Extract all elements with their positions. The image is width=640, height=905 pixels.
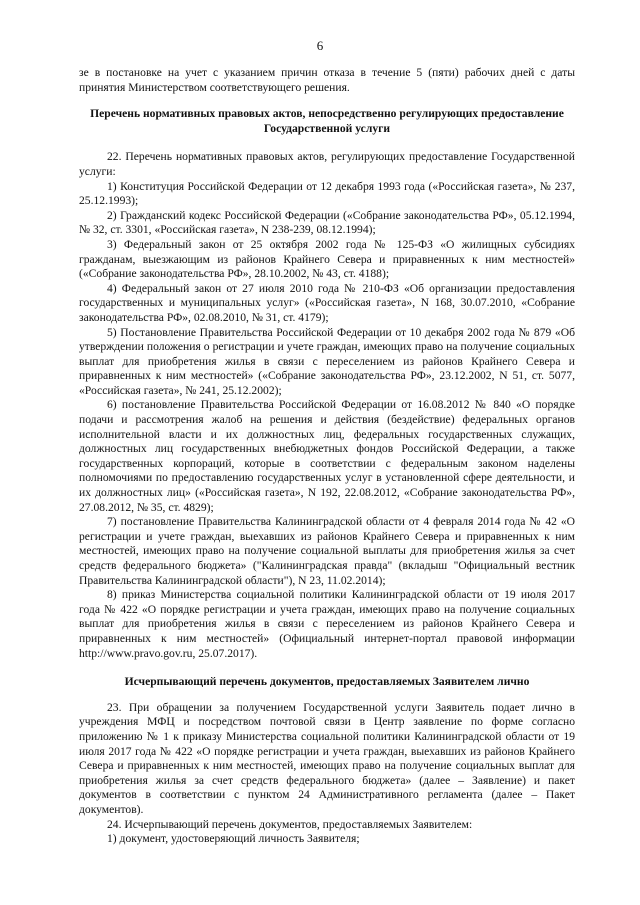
intro-paragraph: зе в постановке на учет с указанием причин отказа в течение 5 (пяти) рабочих дней с даты принятия Министерством соответствующего решения. (79, 66, 575, 94)
act-item-5: 5) Постановление Правительства Российской Федерации от 10 декабря 2002 года № 879 «Об утверждении положения о регистрации и учете граждан, имеющих право на получение социальных выплат для приобретения жилья в связи с переселением из районов Крайнего Севера и приравненных к ним местностей» («Собрание законодательства РФ», 23.12.2002, N 51, ст. 5077, «Российская газета», № 241, 25.12.2002); (79, 325, 575, 397)
paragraph-24-item-1: 1) документ, удостоверяющий личность Заявителя; (107, 832, 360, 846)
act-item-4: 4) Федеральный закон от 27 июля 2010 года № 210-ФЗ «Об организации предоставления государственных и муниципальных услуг» («Российская газета», N 168, 30.07.2010, «Собрание законодательства РФ», 02.08.2010, № 31, ст. 4179); (79, 281, 575, 324)
act-item-6: 6) постановление Правительства Российской Федерации от 16.08.2012 № 840 «О порядке подачи и рассмотрения жалоб на решения и действия (бездействие) федеральных органов исполнительной власти и их должностных лиц, федеральных государственных служащих, должностных лиц государственных внебюджетных фондов Российской Федерации, а также государственных корпораций, которые в соответствии с федеральным законом наделены полномочиями по предоставлению государственных услуг в установленной сфере деятельности, и их должностных лиц» («Российская газета», N 192, 22.08.2012, «Собрание законодательства РФ», 27.08.2012, № 35, ст. 4829); (79, 398, 575, 514)
section-heading-documents: Исчерпывающий перечень документов, предоставляемых Заявителем лично (124, 675, 530, 689)
page-number: 6 (316, 38, 324, 53)
act-item-3: 3) Федеральный закон от 25 октября 2002 года № 125-ФЗ «О жилищных субсидиях гражданам, выезжающим из районов Крайнего Севера и приравненных к ним местностей» («Собрание законодательства РФ», 28.10.2002, № 43, ст. 4188); (79, 237, 575, 281)
act-item-1: 1) Конституция Российской Федерации от 12 декабря 1993 года («Российская газета», № 237, 25.12.1993); (79, 179, 575, 208)
paragraph-24: 24. Исчерпывающий перечень документов, предоставляемых Заявителем: (107, 817, 473, 831)
act-item-2: 2) Гражданский кодекс Российской Федерации («Собрание законодательства РФ», 05.12.1994, № 32, ст. 3301, «Российская газета», N 238-239, 08.12.1994); (79, 208, 575, 237)
act-item-7: 7) постановление Правительства Калининградской области от 4 февраля 2014 года № 42 «О регистрации и учете граждан, выехавших из районов Крайнего Севера и приравненных к ним местностей, имеющих право на получение социальной выплаты для приобретения жилья за счет средств федерального бюджета» ("Калининградская правда" (вкладыш "Официальный вестник Правительства Калининградской области"), N 23, 11.02.2014); (79, 515, 575, 587)
act-item-8: 8) приказ Министерства социальной политики Калининградской области от 19 июля 2017 года № 422 «О порядке регистрации и учета граждан, имеющих право на получение социальных выплат для приобретения жилья в связи с переселением из районов Крайнего Севера и приравненных к ним местностей» (Официальный интернет-портал правовой информации http://www.pravo.gov.ru, 25.07.2017). (79, 588, 575, 660)
paragraph-22: 22. Перечень нормативных правовых актов, регулирующих предоставление Государственной услуги: (79, 150, 575, 178)
section-heading-acts: Перечень нормативных правовых актов, непосредственно регулирующих предоставление Государственной услуги (90, 107, 564, 135)
document-body (79, 66, 575, 847)
paragraph-23: 23. При обращении за получением Государственной услуги Заявитель подает лично в учреждения МФЦ и посредством почтовой связи в Центр заявление по форме согласно приложению № 1 к приказу Министерства социальной политики Калининградской области от 19 июля 2017 года № 422 «О порядке регистрации и учета граждан, выехавших из районов Крайнего Севера и приравненных к ним местностей, имеющих право на получение социальных выплат для приобретения жилья за счет средств федерального бюджета» (далее – Заявление) и пакет документов в соответствии с пунктом 24 Административного регламента (далее – Пакет документов). (79, 700, 575, 816)
